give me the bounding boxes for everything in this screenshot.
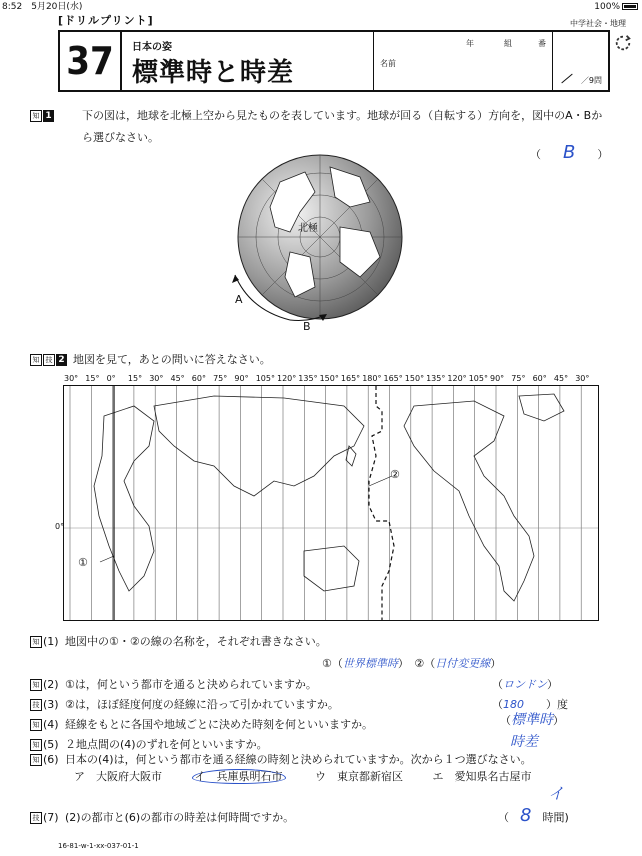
degree-label: 180° [362, 374, 382, 383]
north-pole-label: 北極 [298, 223, 318, 234]
world-map [55, 385, 599, 621]
item-6-text: 日本の(4)は，何という都市を通る経線の時刻と決められていますか。次から１つ選びなさい。 [65, 753, 532, 766]
americas-outline [404, 401, 534, 601]
equator-label: 0° [55, 522, 65, 531]
question-2-header [30, 352, 271, 368]
item-6-tag: 知 [30, 754, 42, 766]
item-2-tag: 知 [30, 679, 42, 691]
item-7-tag: 技 [30, 812, 42, 824]
item-1-no: (1) [43, 635, 59, 648]
degree-label: 120° [277, 374, 297, 383]
status-time-date: 8:52 5月20日(水) [2, 2, 83, 12]
a1-2-num: ② [414, 657, 425, 670]
battery-icon [622, 3, 638, 10]
degree-label: 105° [255, 374, 275, 383]
item-4-text: 経線をもとに各国や地域ごとに決めた時刻を何といいますか。 [65, 718, 373, 731]
unit-name: 日本の姿 [132, 42, 172, 53]
item-4-no: (4) [43, 718, 59, 731]
item-6-no: (6) [43, 753, 59, 766]
q2-item-1 [30, 634, 327, 650]
a5-box[interactable] [510, 734, 538, 751]
page-title: 標準時と時差 [132, 58, 295, 88]
item-2-text: ①は，何という都市を通ると決められていますか。 [65, 678, 317, 691]
a3-answer: 180 [503, 698, 524, 711]
score-label: ／9問 [580, 76, 602, 85]
world-map-svg [64, 386, 598, 620]
a1-2-answer: 日付変更線 [435, 657, 491, 670]
footer-code: 16-81-w-1-xx-037-01-1 [58, 842, 139, 850]
a4-box[interactable]: （標準時） [500, 712, 564, 728]
item-3-no: (3) [43, 698, 59, 711]
degree-label: 45° [553, 374, 569, 383]
a4-answer: 標準時 [511, 712, 553, 728]
q2-item-2 [30, 677, 317, 693]
a3-box[interactable]: （180 ）度 [492, 698, 568, 711]
degree-label: 135° [298, 374, 318, 383]
sheet-number: 37 [60, 32, 122, 90]
greenland-outline [519, 394, 564, 421]
degree-label: 75° [213, 374, 228, 383]
degree-label: 90° [234, 374, 249, 383]
australia-outline [304, 546, 359, 591]
degree-label: 30° [149, 374, 164, 383]
line-1-label: ① [78, 556, 88, 569]
q1-number: 1 [43, 110, 54, 122]
degree-label: 150° [404, 374, 425, 383]
q2-item-6 [30, 752, 532, 768]
q2-number: 2 [56, 354, 67, 366]
degree-label: 15° [85, 374, 100, 383]
item-3-text: ②は，ほぼ経度何度の経線に沿って引かれていますか。 [65, 698, 339, 711]
degree-label: 60° [191, 374, 206, 383]
subject-label: 中学社会・地理 [570, 19, 626, 28]
reload-icon[interactable] [614, 34, 632, 52]
asia-outline [154, 396, 364, 496]
choice-u[interactable]: ウ 東京都新宿区 [315, 770, 403, 783]
q1-text: 下の図は，地球を北極上空から見たものを表しています。地球が回る（自転する）方向を，図中のA・Bから選びなさい。 [82, 109, 603, 144]
degree-label: 30° [64, 374, 79, 383]
q2-item-3 [30, 697, 339, 713]
q2-text: 地図を見て，あとの問いに答えなさい。 [73, 353, 271, 366]
a1-row[interactable]: ①（世界標準時） ②（日付変更線） [322, 657, 502, 670]
choice-a[interactable]: ア 大阪府大阪市 [74, 770, 162, 783]
a7-box[interactable]: （ 8 時間) [498, 805, 569, 826]
degree-label: 0° [106, 374, 116, 383]
worksheet-header [58, 30, 610, 92]
degree-label: 165° [340, 374, 361, 383]
a5-answer: 時差 [510, 734, 538, 750]
item-2-no: (2) [43, 678, 59, 691]
degree-label: 120° [447, 374, 467, 383]
item-7-text: (2)の都市と(6)の都市の時差は何時間ですか。 [65, 811, 295, 824]
line-2-date-line [369, 386, 394, 620]
degree-label: 60° [532, 374, 547, 383]
degree-label: 75° [511, 374, 526, 383]
class-label: 組 [504, 39, 512, 48]
degree-label: 90° [490, 374, 505, 383]
a7-unit: 時間) [542, 811, 569, 824]
item-4-tag: 知 [30, 719, 42, 731]
a3-unit: 度 [557, 698, 568, 711]
item-1-tag: 知 [30, 636, 42, 648]
a1-1-num: ① [322, 657, 332, 670]
item-7-no: (7) [43, 811, 59, 824]
degree-label: 15° [127, 374, 143, 383]
item-1-text: 地図中の①・②の線の名称を，それぞれ書きなさい。 [65, 635, 327, 648]
item-5-no: (5) [43, 738, 59, 751]
name-label: 名前 [380, 59, 396, 68]
q1-answer: B [563, 142, 576, 163]
a2-answer: ロンドン [503, 678, 547, 691]
year-label: 年 [466, 39, 474, 48]
name-box[interactable] [373, 32, 553, 90]
seat-label: 番 [538, 39, 546, 48]
q2-item-7 [30, 810, 294, 826]
choice-e[interactable]: エ 愛知県名古屋市 [432, 770, 532, 783]
degree-label: 30° [575, 374, 590, 383]
q1-answer-box[interactable]: （ B ） [530, 142, 609, 163]
a2-box[interactable]: （ロンドン） [492, 678, 558, 691]
q2-item-4 [30, 717, 373, 733]
degree-label: 45° [170, 374, 185, 383]
degree-label: 150° [319, 374, 339, 383]
item-3-tag: 技 [30, 699, 42, 711]
item-5-tag: 知 [30, 739, 42, 751]
item-5-text: ２地点間の(4)のずれを何といいますか。 [65, 738, 268, 751]
africa-europe-outline [94, 406, 154, 591]
degree-label: 105° [468, 374, 488, 383]
q2-tag-skill: 技 [43, 354, 55, 366]
drill-label: [ドリルプリント] [58, 14, 154, 27]
score-slash [561, 74, 572, 84]
a7-answer: 8 [520, 805, 532, 826]
degree-label: 135° [426, 374, 446, 383]
line-2-label: ② [390, 468, 400, 481]
status-battery: 100% [594, 0, 638, 14]
q6-choices [74, 768, 558, 784]
a6-answer: イ [548, 784, 565, 803]
arrow-a-label: A [235, 293, 243, 306]
q1-tag: 知 [30, 110, 42, 122]
choice-i[interactable]: イ 兵庫県明石市 [192, 769, 286, 784]
q2-tag-knowledge: 知 [30, 354, 42, 366]
arrow-b-head [319, 314, 327, 321]
arrow-b-label: B [303, 320, 311, 333]
a1-1-answer: 世界標準時 [342, 657, 398, 670]
question-1 [30, 105, 610, 144]
q2-item-5 [30, 737, 268, 753]
degree-label: 165° [383, 374, 403, 383]
a6-box[interactable] [548, 786, 564, 804]
